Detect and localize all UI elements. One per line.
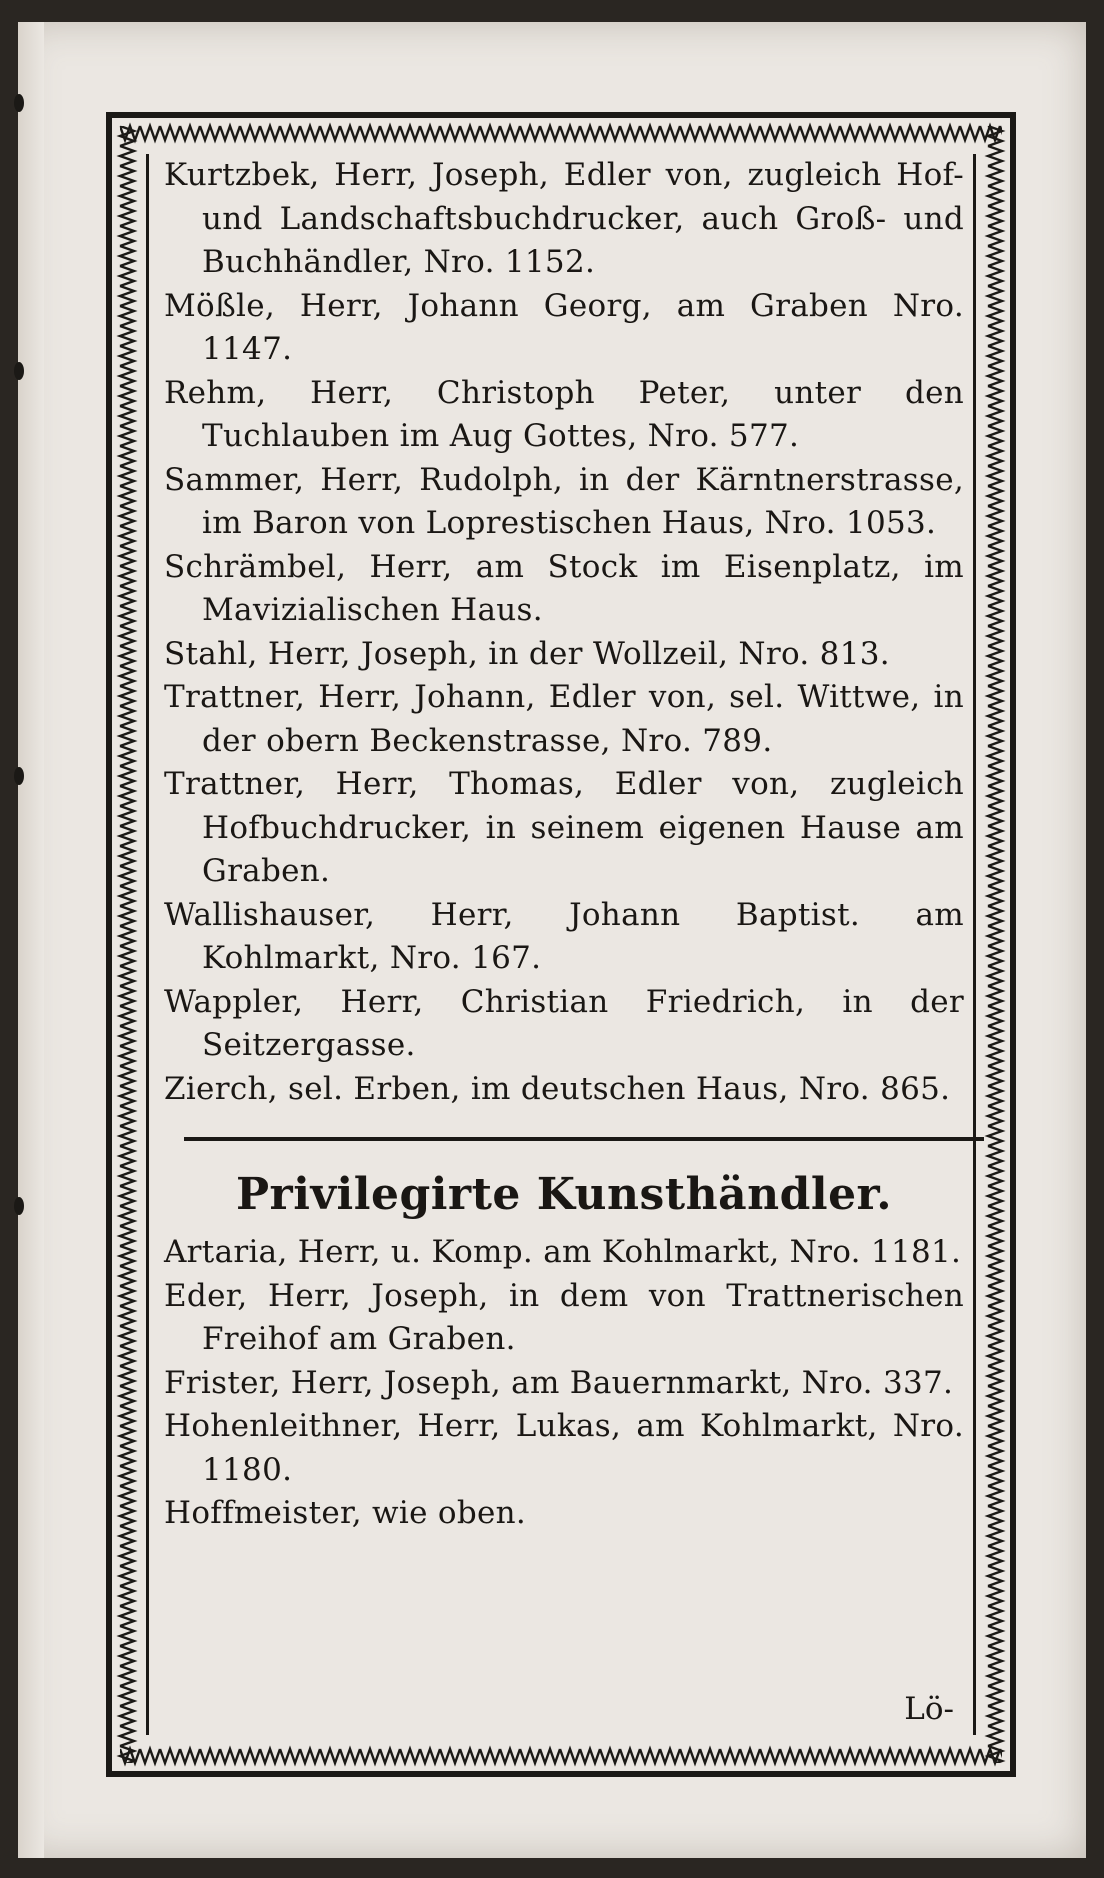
list-item: Wappler, Herr, Christian Friedrich, in der Seitzergasse. bbox=[164, 983, 964, 1063]
section-divider bbox=[184, 1137, 984, 1141]
frame-border-top bbox=[120, 122, 1002, 144]
frame-border-right bbox=[984, 126, 1006, 1763]
book-page bbox=[18, 22, 1086, 1858]
binding-mark bbox=[14, 767, 24, 785]
list-item: Hohenleithner, Herr, Lukas, am Kohlmarkt, Nro. 1180. bbox=[164, 1408, 964, 1488]
page-gutter bbox=[18, 22, 44, 1858]
list-item: Eder, Herr, Joseph, in dem von Trattnerischen Freihof am Graben. bbox=[164, 1277, 964, 1357]
page-text bbox=[164, 154, 964, 1711]
list-item: Rehm, Herr, Christoph Peter, unter den Tuchlauben im Aug Gottes, Nro. 577. bbox=[164, 374, 964, 454]
list-item: Artaria, Herr, u. Komp. am Kohlmarkt, Nro. 1181. bbox=[164, 1234, 962, 1270]
frame-inner-rule-right bbox=[973, 154, 976, 1735]
list-item: Zierch, sel. Erben, im deutschen Haus, Nro. 865. bbox=[164, 1070, 951, 1107]
list-item: Wallishauser, Herr, Johann Baptist. am Kohlmarkt, Nro. 167. bbox=[164, 896, 964, 976]
list-item: Trattner, Herr, Johann, Edler von, sel. Wittwe, in der obern Beckenstrasse, Nro. 789. bbox=[164, 679, 964, 759]
list-item: Sammer, Herr, Rudolph, in der Kärntnerstrasse, im Baron von Loprestischen Haus, Nro. 1053. bbox=[164, 461, 964, 541]
frame-inner-rule-left bbox=[146, 154, 149, 1735]
list-item: Stahl, Herr, Joseph, in der Wollzeil, Nro. 813. bbox=[164, 635, 890, 672]
ornamental-frame bbox=[106, 112, 1016, 1777]
list-item: Mößle, Herr, Johann Georg, am Graben Nro. 1147. bbox=[164, 287, 964, 367]
list-item: Frister, Herr, Joseph, am Bauernmarkt, Nro. 337. bbox=[164, 1364, 954, 1401]
frame-border-left bbox=[116, 126, 138, 1763]
binding-mark bbox=[14, 94, 24, 112]
catchword: Lö- bbox=[904, 1691, 954, 1727]
list-item: Schrämbel, Herr, am Stock im Eisenplatz, im Mavizialischen Haus. bbox=[164, 548, 964, 628]
frame-border-bottom bbox=[120, 1745, 1002, 1767]
list-item: Hoffmeister, wie oben. bbox=[164, 1495, 527, 1531]
list-item: Kurtzbek, Herr, Joseph, Edler von, zugleich Hof- und Landschaftsbuchdrucker, auch Groß- und Buchhändler, Nro. 1152. bbox=[164, 157, 964, 280]
binding-mark bbox=[14, 362, 24, 380]
list-item: Trattner, Herr, Thomas, Edler von, zugleich Hofbuchdrucker, in seinem eigenen Hause am Graben. bbox=[164, 766, 964, 889]
binding-mark bbox=[14, 1197, 24, 1215]
section-heading: Privilegirte Kunsthändler. bbox=[235, 1169, 893, 1220]
